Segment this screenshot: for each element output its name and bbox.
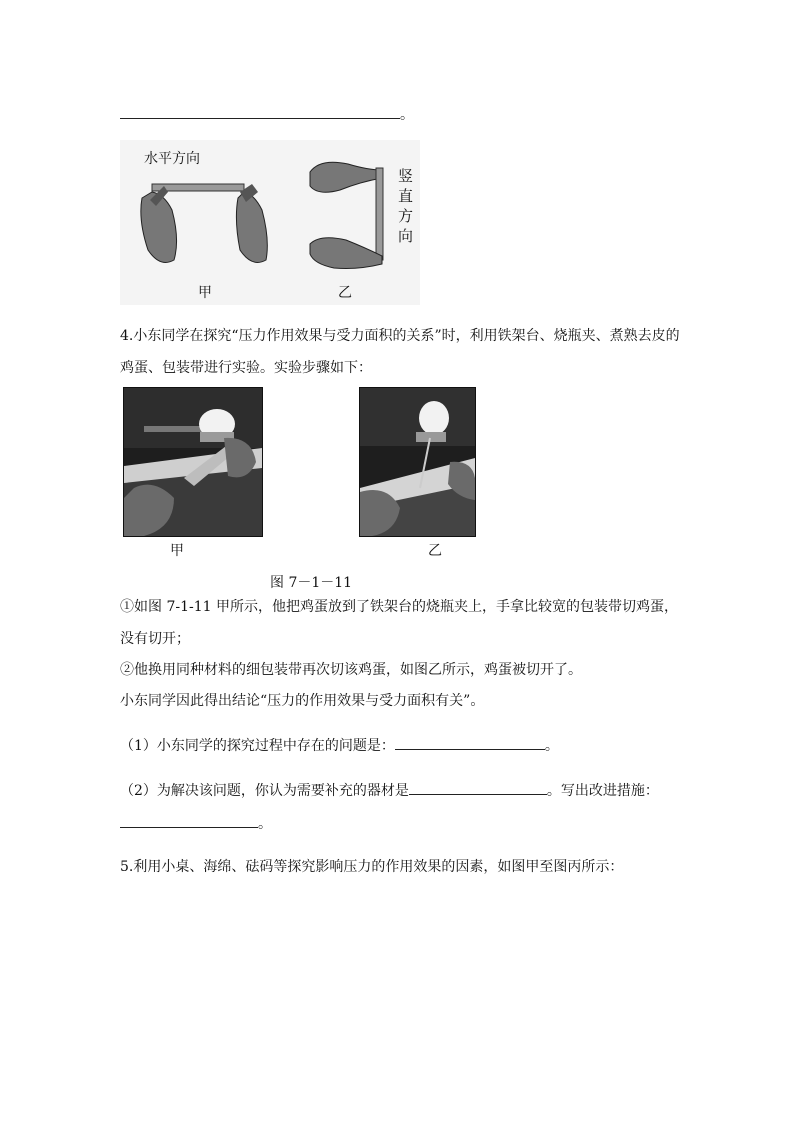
q4-step1-line2: 没有切开；	[120, 631, 190, 647]
photo-jia-illustration	[124, 388, 262, 536]
answer-blank-1[interactable]	[395, 735, 545, 750]
q5-text: 5.利用小桌、海绵、砝码等探究影响压力的作用效果的因素，如图甲至图丙所示：	[120, 859, 624, 875]
q4-intro-line2: 鸡蛋、包装带进行实验。实验步骤如下：	[120, 360, 372, 376]
figure-caption: 图 7－1－11	[270, 575, 353, 591]
caption-jia: 甲	[198, 285, 212, 301]
period: 。	[400, 107, 414, 123]
label-vertical: 竖 直 方 向	[398, 167, 414, 245]
q4-intro-line1: 4.小东同学在探究“压力作用效果与受力面积的关系”时，利用铁架台、烧瓶夹、煮熟去皮的	[120, 328, 680, 344]
photo-jia	[123, 387, 263, 537]
q4-sub1: （1）小东同学的探究过程中存在的问题是： 。	[120, 735, 559, 756]
figure-spring-scale	[120, 140, 420, 305]
photo-yi	[359, 387, 476, 537]
blank	[120, 104, 400, 119]
photo-yi-illustration	[360, 388, 475, 536]
q4-conclusion: 小东同学因此得出结论“压力的作用效果与受力面积有关”。	[120, 693, 485, 709]
answer-blank-3[interactable]	[120, 813, 258, 828]
q4-sub2-measure: 。	[120, 813, 272, 834]
photo-caption-jia: 甲	[170, 543, 184, 559]
caption-yi: 乙	[338, 285, 352, 301]
answer-line-top	[120, 104, 414, 125]
answer-blank-2[interactable]	[409, 780, 547, 795]
hands-illustration	[120, 140, 420, 305]
q4-sub2: （2）为解决该问题，你认为需要补充的器材是 。写出改进措施：	[120, 780, 659, 801]
photo-caption-yi: 乙	[428, 543, 442, 559]
label-horizontal: 水平方向	[144, 151, 200, 167]
q4-step2: ②他换用同种材料的细包装带再次切该鸡蛋，如图乙所示，鸡蛋被切开了。	[120, 662, 582, 678]
q4-step1-line1: ①如图 7-1-11 甲所示，他把鸡蛋放到了铁架台的烧瓶夹上，手拿比较宽的包装带切鸡蛋，	[120, 599, 678, 615]
